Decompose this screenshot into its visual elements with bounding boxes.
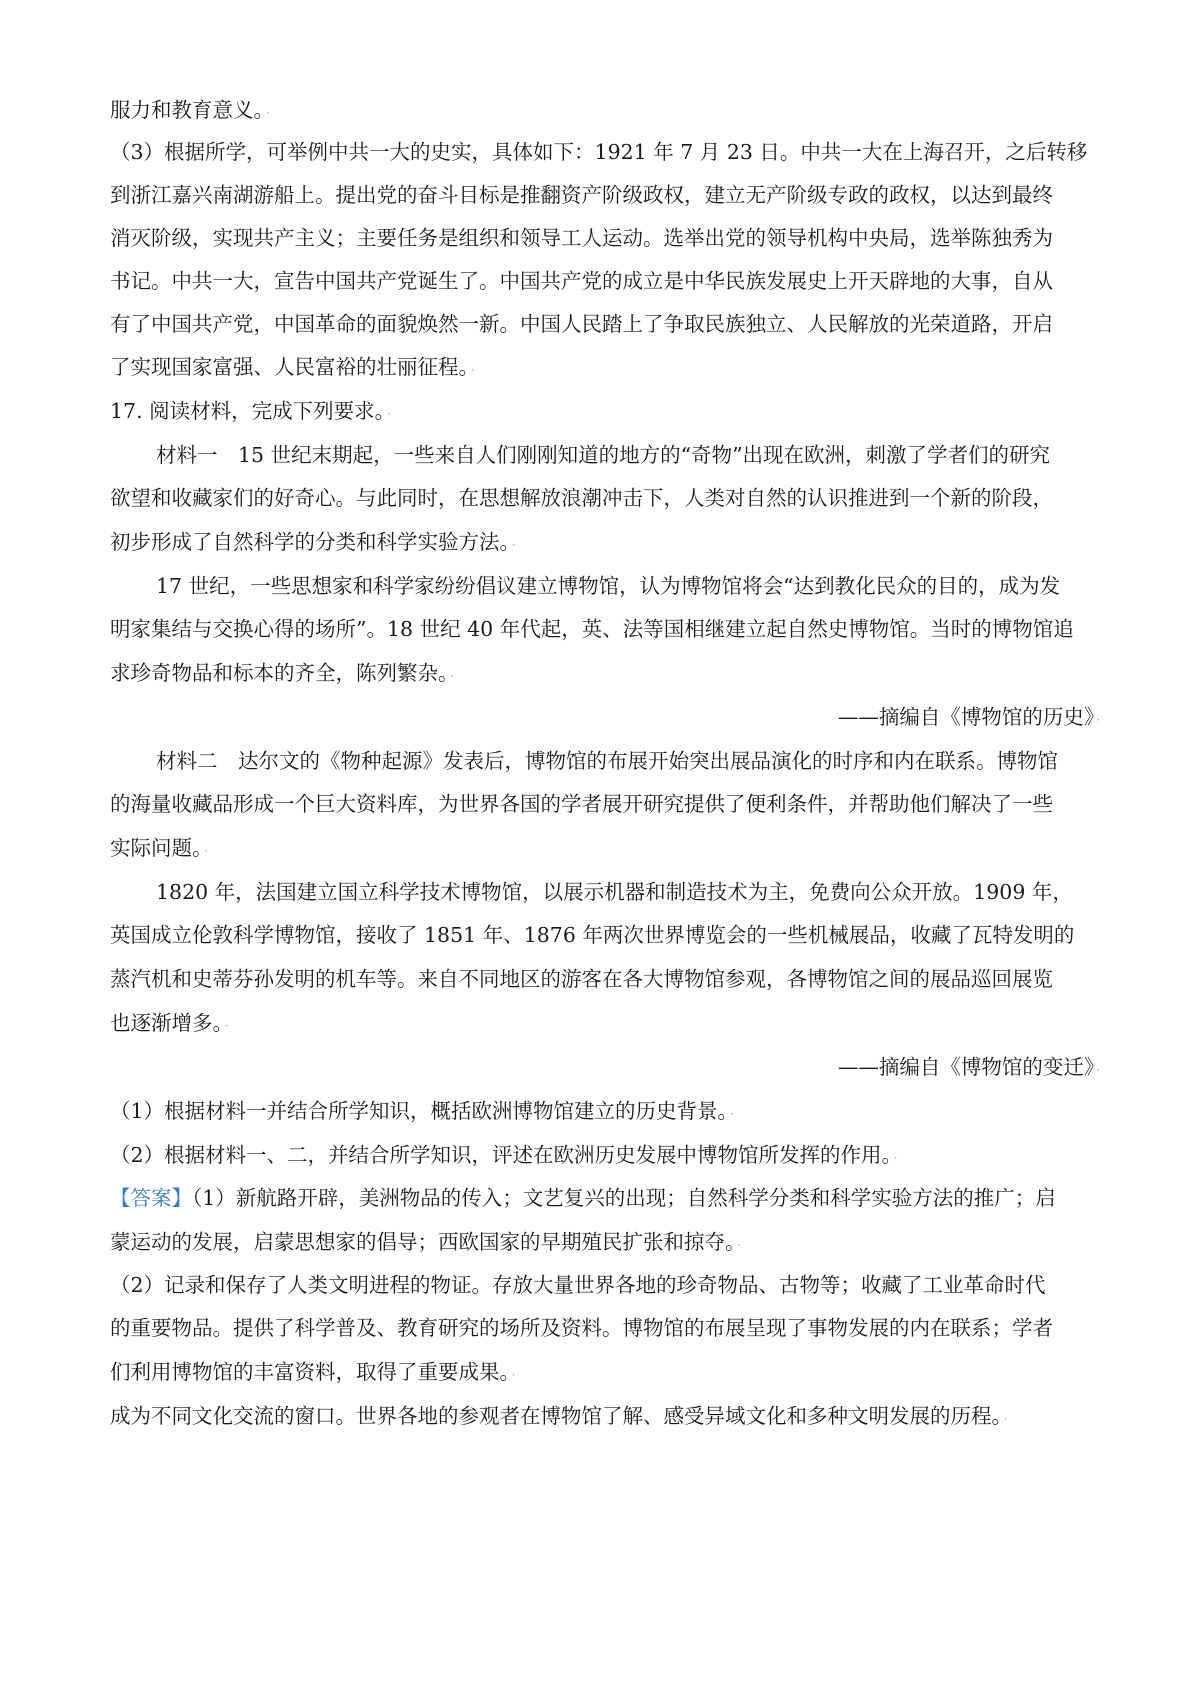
line-text: 英国成立伦敦科学博物馆，接收了 1851 年、1876 年两次世界博览会的一些机械展品，收藏了瓦特发明的 [110,923,1075,947]
text-line [110,137,1100,167]
line-text: （2）记录和保存了人类文明进程的物证。存放大量世界各地的珍奇物品、古物等；收藏了工业革命时代 [110,1273,1046,1297]
text-line [110,180,1100,210]
text-line [110,920,1100,950]
text-line [110,614,1100,644]
line-text: 17. 阅读材料，完成下列要求。 [110,399,385,423]
line-text: （1）新航路开辟，美洲物品的传入；文艺复兴的出现；自然科学分类和科学实验方法的推广；启 [192,1186,1056,1210]
text-line [110,789,1100,819]
text-line [156,571,1100,601]
answer-line [110,1183,1100,1213]
text-line: 蒙运动的发展，启蒙思想家的倡导；西欧国家的早期殖民扩张和掠夺。 · [110,1230,742,1254]
line-text: ——摘编自《博物馆的变迁》 [837,1055,1095,1079]
line-text: 欲望和收藏家们的好奇心。与此同时，在思想解放浪潮冲击下，人类对自然的认识推进到一个新的阶段， [110,486,1053,510]
line-text: 材料二 达尔文的《物种起源》发表后，博物馆的布展开始突出展品演化的时序和内在联系。博物馆 [156,749,1058,773]
text-line: 也逐渐增多。 · [110,1011,229,1035]
question-heading: 17. 阅读材料，完成下列要求。 · [110,399,391,423]
text-line [110,266,1100,296]
sub-question: （1）根据材料一并结合所学知识，概括欧洲博物馆建立的历史背景。 · [110,1099,734,1123]
line-text: 成为不同文化交流的窗口。世界各地的参观者在博物馆了解、感受异域文化和多种文明发展的历程。 [110,1404,1002,1428]
line-text: （2）根据材料一、二，并结合所学知识，评述在欧洲历史发展中博物馆所发挥的作用。 [110,1143,892,1167]
text-line [110,223,1100,253]
line-text: 到浙江嘉兴南湖游船上。提出党的奋斗目标是推翻资产阶级政权，建立无产阶级专政的政权，以达到最终 [110,183,1053,207]
text-line [110,1270,1100,1300]
text-line [156,877,1100,907]
line-text: 的重要物品。提供了科学普及、教育研究的场所及资料。博物馆的布展呈现了事物发展的内在联系；学者 [110,1316,1053,1340]
material-one-line [156,440,1100,470]
line-text: 蒙运动的发展，启蒙思想家的倡导；西欧国家的早期殖民扩张和掠夺。 [110,1230,736,1254]
line-text: 们利用博物馆的丰富资料，取得了重要成果。 [110,1360,510,1384]
text-line [110,309,1100,339]
source-citation: ——摘编自《博物馆的变迁》 · [837,1055,1100,1079]
text-line: 初步形成了自然科学的分类和科学实验方法。 · [110,530,516,554]
text-line: 求珍奇物品和标本的齐全，陈列繁杂。 · [110,661,455,685]
line-text: 了实现国家富强、人民富裕的壮丽征程。 [110,355,469,379]
line-text: 也逐渐增多。 [110,1011,223,1035]
answer-tag: 【答案】 [110,1186,192,1210]
line-text: 的海量收藏品形成一个巨大资料库，为世界各国的学者展开研究提供了便利条件，并帮助他们解决了一些 [110,792,1053,816]
line-text: ——摘编自《博物馆的历史》 [837,705,1095,729]
text-line: 了实现国家富强、人民富裕的壮丽征程。 · [110,355,475,379]
text-line: 们利用博物馆的丰富资料，取得了重要成果。 · [110,1360,516,1384]
text-line: 服力和教育意义。 · [110,98,270,122]
line-text: （1）根据材料一并结合所学知识，概括欧洲博物馆建立的历史背景。 [110,1099,728,1123]
line-text: 消灭阶级，实现共产主义；主要任务是组织和领导工人运动。选举出党的领导机构中央局，选举陈独秀为 [110,226,1053,250]
line-text: 蒸汽机和史蒂芬孙发明的机车等。来自不同地区的游客在各大博物馆参观，各博物馆之间的展品巡回展览 [110,967,1053,991]
text-line [110,1313,1100,1343]
sub-question: （2）根据材料一、二，并结合所学知识，评述在欧洲历史发展中博物馆所发挥的作用。 · [110,1143,898,1167]
line-text: 材料一 15 世纪末期起，一些来自人们刚刚知道的地方的“奇物”出现在欧洲，刺激了学者们的研究 [156,443,1051,467]
line-text: （3）根据所学，可举例中共一大的史实，具体如下：1921 年 7 月 23 日。中共一大在上海召开，之后转移 [110,140,1088,164]
line-text: 明家集结与交换心得的场所”。18 世纪 40 年代起，英、法等国相继建立起自然史博物馆。当时的博物馆追 [110,617,1074,641]
material-two-line [156,746,1100,776]
line-text: 17 世纪，一些思想家和科学家纷纷倡议建立博物馆，认为博物馆将会“达到教化民众的目的，成为发 [156,574,1061,598]
text-line: 成为不同文化交流的窗口。世界各地的参观者在博物馆了解、感受异域文化和多种文明发展的历程。 · [110,1404,1008,1428]
line-text: 书记。中共一大，宣告中国共产党诞生了。中国共产党的成立是中华民族发展史上开天辟地的大事，自从 [110,269,1053,293]
line-text: 服力和教育意义。 [110,98,264,122]
line-text: 1820 年，法国建立国立科学技术博物馆，以展示机器和制造技术为主，免费向公众开放。1909 年， [156,880,1073,904]
line-text: 有了中国共产党，中国革命的面貌焕然一新。中国人民踏上了争取民族独立、人民解放的光荣道路，开启 [110,312,1053,336]
line-text: 求珍奇物品和标本的齐全，陈列繁杂。 [110,661,449,685]
text-line: 实际问题。 · [110,836,209,860]
text-line [110,483,1100,513]
line-text: 实际问题。 [110,836,203,860]
line-text: 初步形成了自然科学的分类和科学实验方法。 [110,530,510,554]
text-line [110,964,1100,994]
source-citation: ——摘编自《博物馆的历史》 · [837,705,1100,729]
